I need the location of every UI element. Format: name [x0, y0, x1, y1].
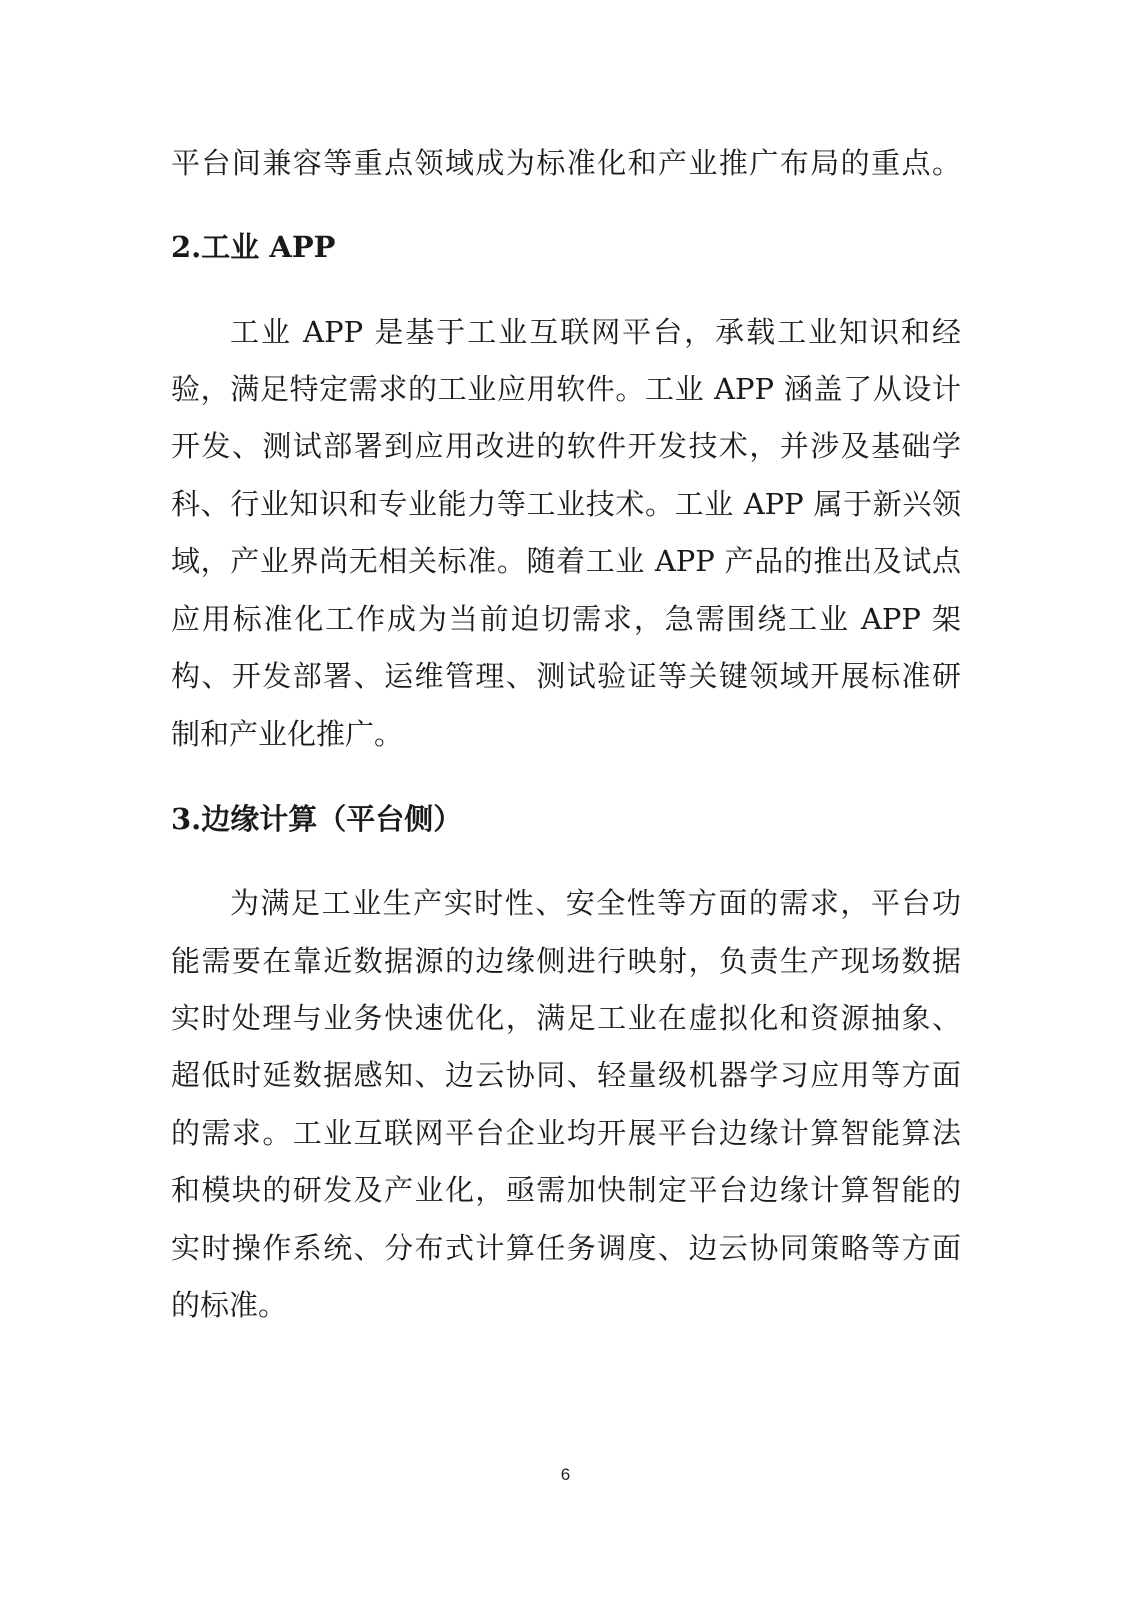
paragraph-line: 工业 APP 是基于工业互联网平台，承载工业知识和经	[230, 315, 961, 349]
paragraph-line: 和模块的研发及产业化，亟需加快制定平台边缘计算智能的	[171, 1173, 961, 1207]
paragraph-line: 开发、测试部署到应用改进的软件开发技术，并涉及基础学	[171, 429, 961, 463]
page-number: 6	[560, 1465, 571, 1484]
paragraph-line: 域，产业界尚无相关标准。随着工业 APP 产品的推出及试点	[171, 544, 961, 578]
paragraph-line: 实时处理与业务快速优化，满足工业在虚拟化和资源抽象、	[171, 1001, 961, 1035]
paragraph-line: 平台间兼容等重点领域成为标准化和产业推广布局的重点。	[171, 146, 961, 180]
paragraph-line: 能需要在靠近数据源的边缘侧进行映射，负责生产现场数据	[171, 944, 961, 978]
paragraph-line: 超低时延数据感知、边云协同、轻量级机器学习应用等方面	[171, 1058, 961, 1092]
section-heading-2: 2.工业 APP	[171, 230, 336, 264]
paragraph-line: 构、开发部署、运维管理、测试验证等关键领域开展标准研	[171, 659, 961, 693]
section-heading-3: 3.边缘计算（平台侧）	[171, 802, 463, 836]
paragraph-line: 科、行业知识和专业能力等工业技术。工业 APP 属于新兴领	[171, 487, 961, 521]
paragraph-line: 为满足工业生产实时性、安全性等方面的需求，平台功	[230, 886, 961, 920]
paragraph-line: 的标准。	[171, 1288, 288, 1322]
paragraph-line: 应用标准化工作成为当前迫切需求，急需围绕工业 APP 架	[171, 602, 961, 636]
paragraph-line: 的需求。工业互联网平台企业均开展平台边缘计算智能算法	[171, 1116, 961, 1150]
paragraph-line: 实时操作系统、分布式计算任务调度、边云协同策略等方面	[171, 1231, 961, 1265]
paragraph-line: 制和产业化推广。	[171, 717, 404, 751]
paragraph-line: 验，满足特定需求的工业应用软件。工业 APP 涵盖了从设计	[171, 372, 961, 406]
